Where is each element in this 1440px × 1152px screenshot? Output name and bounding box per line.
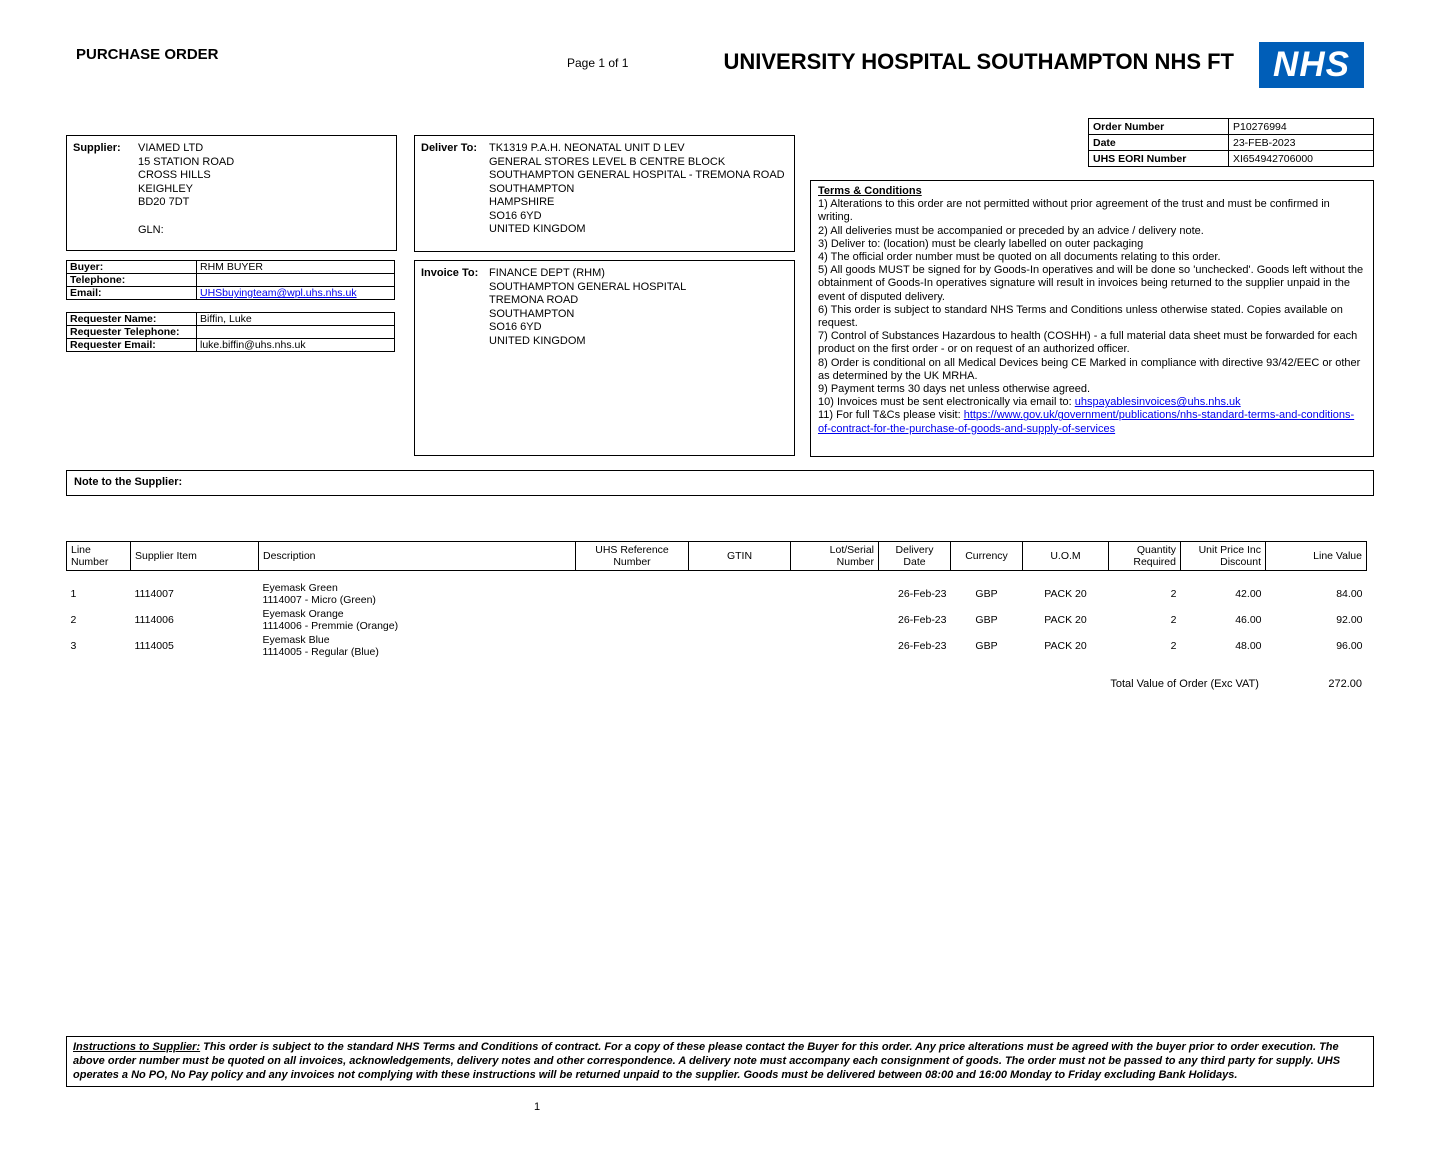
currency: GBP (975, 640, 998, 652)
header-description: Description (259, 542, 576, 571)
requester-name-label: Requester Name: (67, 313, 197, 326)
header-quantity: Quantity Required (1109, 542, 1181, 571)
gtin (689, 571, 791, 608)
page-indicator: Page 1 of 1 (567, 56, 629, 70)
invoice-address-line: UNITED KINGDOM (489, 334, 586, 347)
order-date-label: Date (1089, 135, 1229, 151)
gtin (689, 607, 791, 633)
item-description (259, 607, 576, 633)
header-uhs-reference: UHS Reference Number (576, 542, 689, 571)
document-title: PURCHASE ORDER (76, 46, 219, 63)
supplier-address-line: 15 STATION ROAD (138, 155, 235, 168)
eori-number-value: XI654942706000 (1229, 151, 1374, 167)
header-currency: Currency (951, 542, 1023, 571)
terms-item: 3) Deliver to: (location) must be clearly labelled on outer packaging (818, 237, 1144, 250)
delivery-date: 26-Feb-23 (898, 588, 947, 600)
buyer-value: RHM BUYER (197, 261, 395, 274)
description-line: Eyemask Blue (262, 634, 330, 646)
requester-table (66, 312, 395, 352)
payables-email-link[interactable]: uhspayablesinvoices@uhs.nhs.uk (1074, 396, 1241, 409)
line-number: 1 (70, 588, 77, 600)
header-gtin: GTIN (689, 542, 791, 571)
header-uom: U.O.M (1023, 542, 1109, 571)
invoice-to-address (489, 267, 686, 348)
uom: PACK 20 (1044, 588, 1087, 600)
supplier-address-line: CROSS HILLS (138, 169, 211, 181)
note-to-supplier-box (66, 470, 1374, 496)
header-line-number: Line Number (67, 542, 131, 571)
order-number-label: Order Number (1089, 119, 1229, 135)
nhs-logo (1259, 42, 1364, 88)
description-line: Eyemask Green (262, 582, 338, 594)
terms-item: 2) All deliveries must be accompanied or preceded by an advice / delivery note. (818, 224, 1204, 237)
deliver-to-label: Deliver To: (421, 142, 478, 154)
requester-telephone-row (67, 326, 395, 339)
requester-name-row (67, 313, 395, 326)
line-item-row (67, 571, 1367, 608)
line-item-row (67, 633, 1367, 659)
header-line-value: Line Value (1266, 542, 1367, 571)
lot-serial (791, 571, 879, 608)
requester-email-value: luke.biffin@uhs.nhs.uk (197, 339, 395, 352)
total-label: Total Value of Order (Exc VAT) (1110, 678, 1259, 690)
buyer-telephone-value (197, 274, 395, 287)
line-item-row (67, 607, 1367, 633)
order-number-value: P10276994 (1229, 119, 1374, 135)
requester-telephone-label: Requester Telephone: (67, 326, 197, 339)
buyer-label: Buyer: (67, 261, 197, 274)
invoice-address-line: SOUTHAMPTON (489, 307, 575, 320)
order-info-row (1089, 151, 1374, 167)
order-date-value: 23-FEB-2023 (1229, 135, 1374, 151)
deliver-address-line: UNITED KINGDOM (489, 223, 586, 235)
description-line: Eyemask Orange (262, 608, 344, 620)
header-supplier-item: Supplier Item (131, 542, 259, 571)
item-description (259, 633, 576, 659)
terms-item: 6) This order is subject to standard NHS Terms and Conditions unless otherwise stated. Copies available on request. (818, 303, 1343, 330)
line-number: 3 (70, 640, 77, 652)
terms-item: 5) All goods MUST be signed for by Goods-In operatives and will be done so 'unchecked'. Goods left without the obtainment of Goods-In operatives signature will result in invoices being returned to the supplier unpaid in the event of disputed delivery. (818, 264, 1364, 303)
terms-item-text: 11) For full T&Cs please visit: (818, 409, 964, 422)
supplier-item-code: 1114006 (134, 614, 174, 626)
footer-page-number: 1 (534, 1101, 541, 1113)
invoice-address-line: SO16 6YD (489, 321, 542, 333)
gtin (689, 633, 791, 659)
supplier-address-line: VIAMED LTD (138, 142, 204, 154)
lot-serial (791, 607, 879, 633)
line-value: 96.00 (1336, 640, 1363, 652)
eori-number-label: UHS EORI Number (1089, 151, 1229, 167)
deliver-to-address (489, 142, 785, 237)
invoice-address-line: TREMONA ROAD (489, 294, 579, 306)
order-info-row (1089, 135, 1374, 151)
note-to-supplier-label: Note to the Supplier: (74, 476, 183, 488)
terms-item: 1) Alterations to this order are not permitted without prior agreement of the trust and must be confirmed in writing. (818, 198, 1330, 224)
uhs-reference (576, 571, 689, 608)
terms-item (818, 409, 1366, 435)
deliver-address-line: HAMPSHIRE (489, 196, 555, 208)
deliver-to-box (414, 135, 795, 252)
terms-and-conditions-box (810, 180, 1374, 457)
terms-item: 4) The official order number must be quoted on all documents relating to this order. (818, 251, 1221, 264)
requester-email-label: Requester Email: (67, 339, 197, 352)
deliver-address-line: SO16 6YD (489, 209, 542, 222)
items-header-row (67, 542, 1367, 571)
invoice-to-label: Invoice To: (421, 267, 479, 279)
nhs-terms-conditions-link[interactable]: https://www.gov.uk/government/publications/nhs-standard-terms-and-conditions-of-contract-for-the-purchase-of-goods-and-supply-of-services (818, 409, 1355, 435)
supplier-label: Supplier: (73, 142, 121, 154)
terms-item-text: 10) Invoices must be sent electronically via email to: (818, 396, 1075, 409)
quantity: 2 (1170, 614, 1177, 626)
total-value: 272.00 (1328, 678, 1362, 690)
uhs-reference (576, 633, 689, 659)
buyer-email-link[interactable]: UHSbuyingteam@wpl.uhs.nhs.uk (200, 287, 357, 299)
supplier-address-line: BD20 7DT (138, 196, 190, 208)
buyer-row (67, 261, 395, 274)
deliver-address-line: SOUTHAMPTON (489, 182, 575, 195)
lot-serial (791, 633, 879, 659)
buyer-telephone-row (67, 274, 395, 287)
supplier-address-line: KEIGHLEY (138, 182, 194, 195)
instructions-text: This order is subject to the standard NHS Terms and Conditions of contract. For a copy of these please contact the Buyer for this order. Any price alterations must be agreed with the buyer prior to order execution. The above order number must be quoted on all invoices, acknowledgements, delivery notes and other correspondence. A delivery note must accompany each consignment of goods. The order must not be passed to any third party for supply. UHS operates a No PO, No Pay policy and any invoices not complying with these instructions will be returned unpaid to the supplier. Goods must be delivered between 08:00 and 16:00 Monday to Friday excluding Bank Holidays. (73, 1041, 1341, 1081)
terms-item (818, 396, 1366, 409)
quantity: 2 (1170, 640, 1177, 652)
buyer-table (66, 260, 395, 300)
header-lot-serial: Lot/Serial Number (791, 542, 879, 571)
terms-item: 8) Order is conditional on all Medical Devices being CE Marked in compliance with directive 93/42/EEC or other as determined by the UK MRHA. (818, 356, 1361, 382)
supplier-gln-label: GLN: (138, 223, 164, 236)
line-value: 84.00 (1336, 588, 1363, 600)
requester-email-row (67, 339, 395, 352)
description-line: 1114007 - Micro (Green) (262, 594, 376, 606)
uhs-reference (576, 607, 689, 633)
line-number: 2 (70, 614, 77, 626)
uom: PACK 20 (1044, 614, 1087, 626)
requester-name-value: Biffin, Luke (197, 313, 395, 326)
terms-title: Terms & Conditions (818, 185, 922, 197)
header-delivery-date: Delivery Date (879, 542, 951, 571)
delivery-date: 26-Feb-23 (898, 640, 947, 652)
invoice-to-box (414, 260, 795, 456)
buyer-telephone-label: Telephone: (67, 274, 197, 287)
instructions-title: Instructions to Supplier: (73, 1041, 201, 1053)
currency: GBP (975, 614, 998, 626)
line-items-table (66, 541, 1367, 659)
terms-item: 9) Payment terms 30 days net unless otherwise agreed. (818, 383, 1091, 396)
deliver-address-line: SOUTHAMPTON GENERAL HOSPITAL - TREMONA ROAD (489, 169, 785, 181)
supplier-box (66, 135, 397, 251)
deliver-address-line: GENERAL STORES LEVEL B CENTRE BLOCK (489, 155, 726, 168)
buyer-email-label: Email: (67, 287, 197, 300)
invoice-address-line: SOUTHAMPTON GENERAL HOSPITAL (489, 280, 687, 293)
terms-item: 7) Control of Substances Hazardous to health (COSHH) - a full material data sheet must be forwarded for each product on the first order - or on request of an authorized officer. (818, 330, 1358, 356)
supplier-item-code: 1114005 (134, 640, 174, 652)
item-description (259, 571, 576, 608)
nhs-logo-text: NHS (1273, 45, 1350, 84)
deliver-address-line: TK1319 P.A.H. NEONATAL UNIT D LEV (489, 142, 685, 154)
instructions-to-supplier-box (66, 1036, 1374, 1087)
header-unit-price: Unit Price Inc Discount (1181, 542, 1266, 571)
delivery-date: 26-Feb-23 (898, 614, 947, 626)
line-value: 92.00 (1336, 614, 1363, 626)
order-total-row (66, 678, 1362, 690)
supplier-address (138, 142, 234, 237)
order-info-table (1088, 118, 1374, 167)
order-info-row (1089, 119, 1374, 135)
currency: GBP (975, 588, 998, 600)
unit-price: 46.00 (1235, 614, 1262, 626)
organisation-title: UNIVERSITY HOSPITAL SOUTHAMPTON NHS FT (723, 49, 1234, 74)
invoice-address-line: FINANCE DEPT (RHM) (489, 267, 605, 279)
uom: PACK 20 (1044, 640, 1087, 652)
buyer-email-row (67, 287, 395, 300)
unit-price: 42.00 (1235, 588, 1262, 600)
requester-telephone-value (197, 326, 395, 339)
quantity: 2 (1170, 588, 1177, 600)
description-line: 1114005 - Regular (Blue) (262, 646, 379, 658)
description-line: 1114006 - Premmie (Orange) (262, 620, 399, 632)
supplier-item-code: 1114007 (134, 588, 174, 600)
unit-price: 48.00 (1235, 640, 1262, 652)
